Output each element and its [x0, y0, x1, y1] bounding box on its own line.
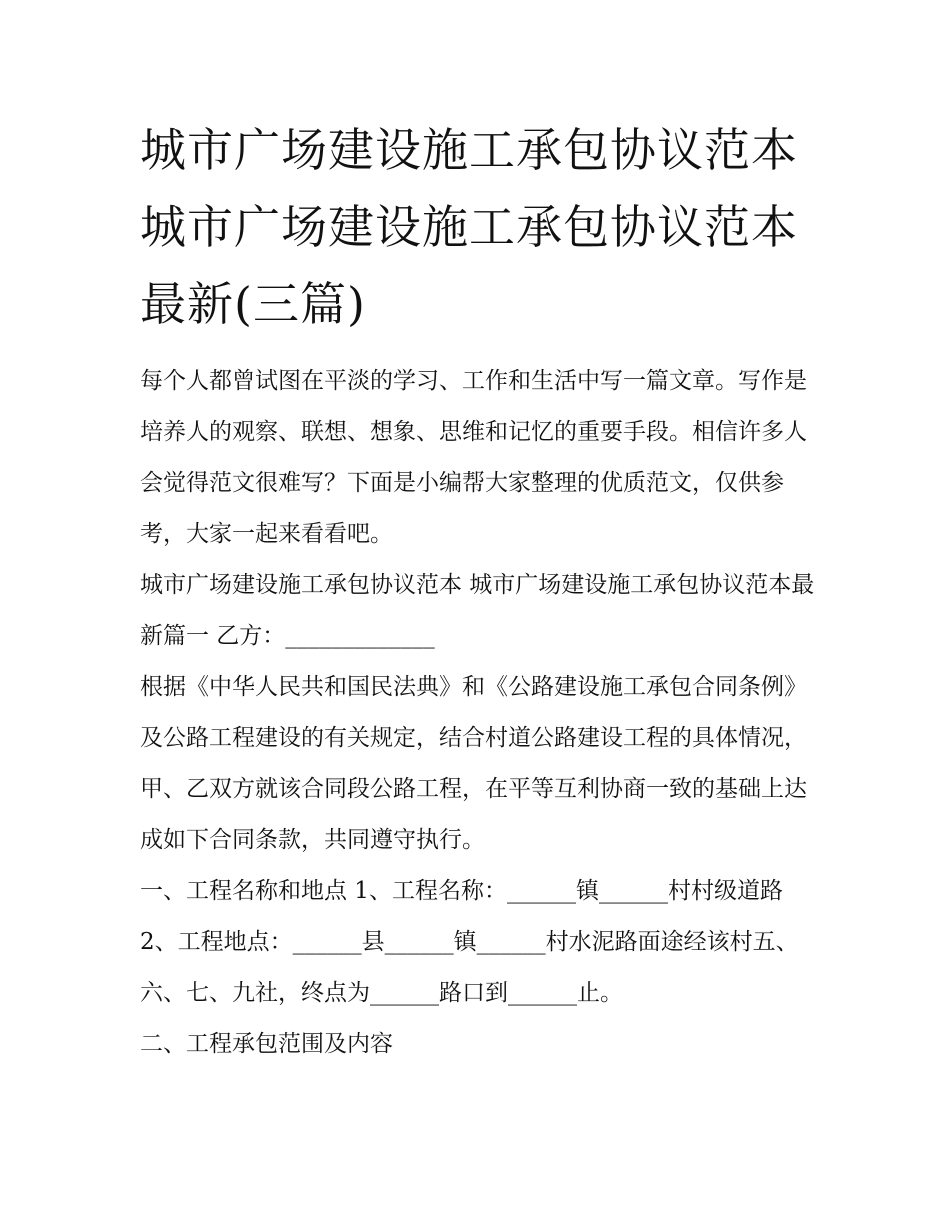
legal-basis-paragraph: 根据《中华人民共和国民法典》和《公路建设施工承包合同条例》及公路工程建设的有关规定，结合村道公路建设工程的具体情况，甲、乙双方就该合同段公路工程，在平等互利协商一致的基础上达成如下合同条款，共同遵守执行。 — [140, 674, 807, 853]
project-name-paragraph: 一、工程名称和地点 1、工程名称：______镇______村村级道路 — [140, 878, 783, 904]
project-location-paragraph: 2、工程地点：______县______镇______村水泥路面途经该村五、六、七、九社，终点为______路口到______止。 — [140, 929, 799, 1006]
intro-paragraph: 每个人都曾试图在平淡的学习、工作和生活中写一篇文章。写作是培养人的观察、联想、想象、思维和记忆的重要手段。相信许多人会觉得范文很难写？下面是小编帮大家整理的优质范文，仅供参考，大家一起来看看吧。 — [140, 368, 807, 547]
scope-heading-paragraph: 二、工程承包范围及内容 — [140, 1031, 393, 1057]
agreement-heading-paragraph: 城市广场建设施工承包协议范本 城市广场建设施工承包协议范本最新篇一 乙方：_____________ — [140, 572, 815, 649]
document-body — [140, 356, 820, 1070]
document-title: 城市广场建设施工承包协议范本 城市广场建设施工承包协议范本最新(三篇) — [140, 123, 798, 331]
